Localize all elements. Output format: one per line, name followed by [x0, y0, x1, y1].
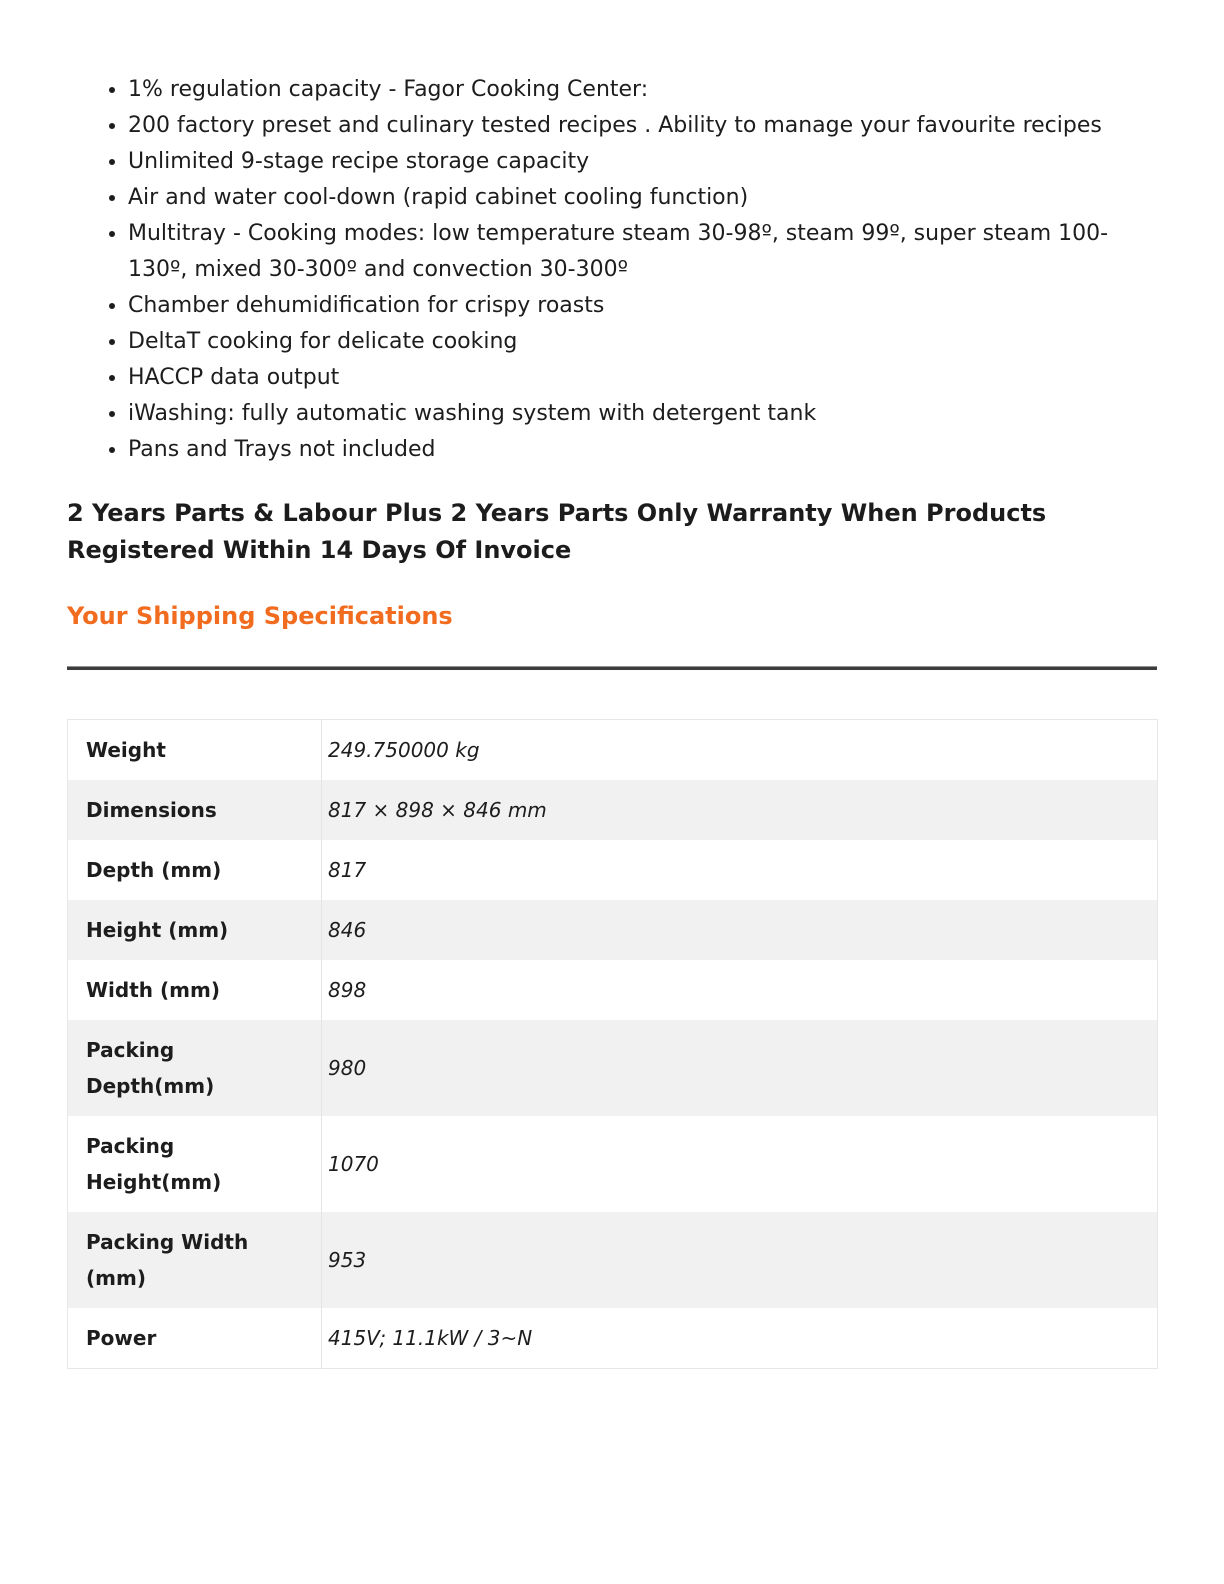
spec-row-packing-height: [68, 1116, 1158, 1212]
product-specs-page: [67, 0, 1157, 1369]
spec-value: 1070: [328, 1152, 379, 1176]
spec-value: 953: [328, 1248, 367, 1272]
spec-row-width: [68, 960, 1158, 1020]
feature-item: • Multitray - Cooking modes: low temperature steam 30-98º, steam 99º, super steam 100- 130º, mixed 30-300º and convection 30-300º: [128, 216, 1157, 288]
spec-label: Packing Depth(mm): [68, 1020, 322, 1116]
spec-label: Packing Width (mm): [68, 1212, 322, 1308]
feature-list: [67, 72, 1157, 468]
spec-label: Height (mm): [68, 900, 322, 960]
spec-label: Power: [68, 1308, 322, 1369]
feature-item: • HACCP data output: [128, 360, 1157, 396]
spec-label: Depth (mm): [68, 840, 322, 900]
spec-row-weight: [68, 720, 1158, 781]
feature-item: • 200 factory preset and culinary tested recipes . Ability to manage your favourite recipes: [128, 108, 1157, 144]
spec-row-packing-width: [68, 1212, 1158, 1308]
spec-value: 898: [328, 978, 367, 1002]
feature-item: • Pans and Trays not included: [128, 432, 1157, 468]
feature-item: • Unlimited 9-stage recipe storage capacity: [128, 144, 1157, 180]
spec-label: Packing Height(mm): [68, 1116, 322, 1212]
spec-value: 846: [328, 918, 367, 942]
spec-row-power: [68, 1308, 1158, 1369]
spec-label: Width (mm): [68, 960, 322, 1020]
spec-value: 415V; 11.1kW / 3~N: [328, 1326, 533, 1350]
spec-value: 817 × 898 × 846 mm: [328, 798, 547, 822]
feature-item: • 1% regulation capacity - Fagor Cooking Center:: [128, 72, 1157, 108]
spec-row-dimensions: [68, 780, 1158, 840]
spec-label: Weight: [68, 720, 322, 781]
spec-row-height: [68, 900, 1158, 960]
feature-item: • iWashing: fully automatic washing system with detergent tank: [128, 396, 1157, 432]
spec-value: 817: [328, 858, 367, 882]
spec-value: 249.750000 kg: [328, 738, 480, 762]
feature-item: • Air and water cool-down (rapid cabinet cooling function): [128, 180, 1157, 216]
feature-item: • Chamber dehumidification for crispy roasts: [128, 288, 1157, 324]
shipping-specs-table: [67, 719, 1158, 1369]
spec-label: Dimensions: [68, 780, 322, 840]
shipping-specs-heading: Your Shipping Specifications: [67, 602, 453, 630]
spec-row-depth: [68, 840, 1158, 900]
feature-item: • DeltaT cooking for delicate cooking: [128, 324, 1157, 360]
section-divider: [67, 666, 1157, 670]
spec-value: 980: [328, 1056, 367, 1080]
warranty-note: 2 Years Parts & Labour Plus 2 Years Parts Only Warranty When Products Registered Within 14 Days Of Invoice: [67, 499, 1047, 564]
spec-row-packing-depth: [68, 1020, 1158, 1116]
